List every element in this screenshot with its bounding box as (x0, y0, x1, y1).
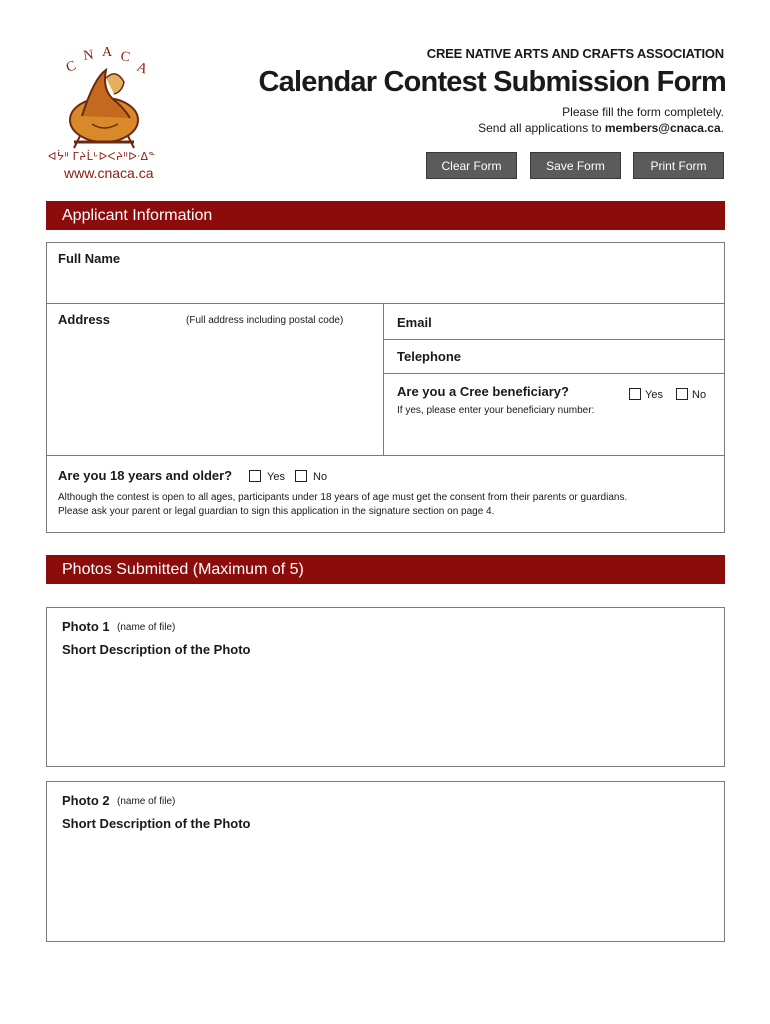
photo-2-description-label: Short Description of the Photo (62, 816, 251, 831)
photo-2-hint: (name of file) (117, 796, 176, 807)
photo-1-description-field[interactable] (50, 662, 722, 764)
beneficiary-yes-checkbox[interactable] (629, 388, 641, 400)
address-field[interactable] (48, 330, 381, 453)
submission-email[interactable]: members@cnaca.ca (604, 121, 721, 135)
age-yes-checkbox[interactable] (249, 470, 261, 482)
telephone-field[interactable] (470, 341, 723, 372)
page-title: Calendar Contest Submission Form (258, 66, 726, 98)
photos-section-header: Photos Submitted (Maximum of 5) (46, 555, 725, 584)
cnaca-logo (44, 38, 164, 158)
logo-letter: C (119, 49, 132, 66)
address-hint: (Full address including postal code) (186, 315, 344, 326)
instruction-suffix: . (720, 121, 724, 135)
logo-letter: A (102, 45, 113, 60)
beneficiary-number-field[interactable] (606, 402, 723, 452)
photo-1-hint: (name of file) (117, 622, 176, 633)
beneficiary-no-checkbox[interactable] (676, 388, 688, 400)
instruction-line-2 (478, 121, 724, 135)
clear-form-button[interactable]: Clear Form (426, 152, 517, 179)
logo-letter: A (134, 59, 150, 78)
beneficiary-question: Are you a Cree beneficiary? (397, 384, 569, 399)
divider (383, 373, 725, 374)
applicant-section-header: Applicant Information (46, 201, 725, 230)
address-label: Address (58, 312, 111, 327)
photo-1-filename-field[interactable] (190, 612, 722, 636)
telephone-label: Telephone (397, 349, 462, 364)
divider (46, 455, 725, 456)
age-note-line-2: Please ask your parent or legal guardian to sign this application in the signature section on page 4. (58, 506, 495, 517)
beneficiary-yes-label: Yes (645, 389, 663, 401)
save-form-button[interactable]: Save Form (530, 152, 621, 179)
photo-2-filename-field[interactable] (190, 786, 722, 810)
email-label: Email (397, 315, 432, 330)
age-yes-label: Yes (267, 471, 285, 483)
age-no-checkbox[interactable] (295, 470, 307, 482)
logo-letter: C (64, 58, 79, 76)
beneficiary-hint: If yes, please enter your beneficiary number: (397, 405, 595, 416)
full-name-field[interactable] (48, 268, 723, 302)
divider (383, 303, 384, 455)
instruction-prefix: Send all applications to (478, 121, 605, 135)
instruction-line-1: Please fill the form completely. (562, 105, 724, 119)
email-field[interactable] (440, 306, 723, 338)
age-no-label: No (313, 471, 328, 483)
beneficiary-no-label: No (692, 389, 707, 401)
age-question: Are you 18 years and older? (58, 468, 233, 483)
logo-letter: N (82, 47, 95, 64)
photo-1-description-label: Short Description of the Photo (62, 642, 251, 657)
divider (46, 303, 725, 304)
divider (383, 339, 725, 340)
photo-2-label: Photo 2 (62, 793, 110, 808)
age-note-line-1: Although the contest is open to all ages, participants under 18 years of age must get the consent from their parents or guardians. (58, 492, 628, 503)
website-link[interactable]: www.cnaca.ca (64, 165, 154, 181)
organization-name: CREE NATIVE ARTS AND CRAFTS ASSOCIATION (426, 46, 724, 61)
print-form-button[interactable]: Print Form (633, 152, 724, 179)
photo-2-description-field[interactable] (50, 836, 722, 939)
photo-1-label: Photo 1 (62, 619, 110, 634)
logo-syllabics: ᐊᔮᐦ ᒥᔨᒫᒡᐅᐸᔨᐦᐅᐧᐃᓐ (48, 151, 156, 163)
full-name-label: Full Name (58, 251, 121, 266)
